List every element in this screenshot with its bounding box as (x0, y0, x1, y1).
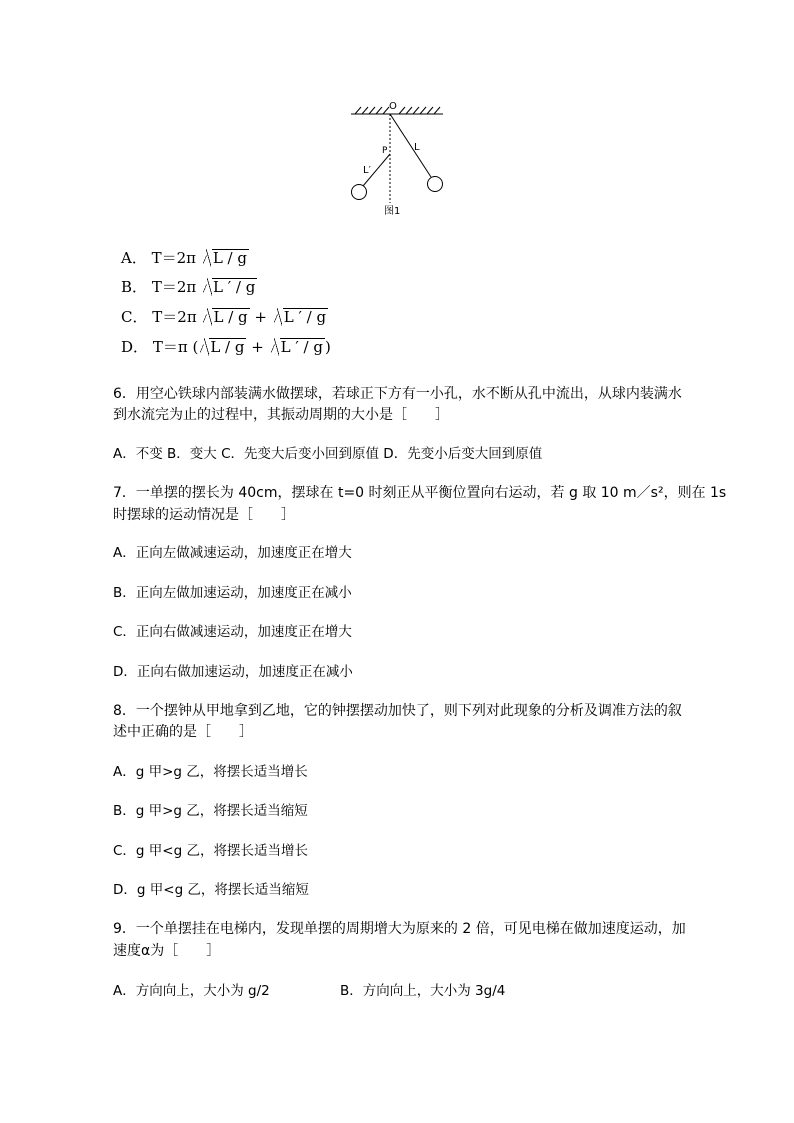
label-P: P (382, 146, 388, 156)
formula-lhs: T＝π (152, 338, 188, 356)
q9-option-a: A．方向向上，大小为 g/2 (113, 983, 270, 999)
option-letter: A． (121, 249, 147, 267)
q8-option-c: C．g 甲<g 乙，将摆长适当增长 (113, 843, 308, 859)
q7-option-a: A．正向左做减速运动，加速度正在增大 (113, 545, 352, 561)
ceiling (351, 107, 443, 114)
q8-line-2: 述中正确的是［ ］ (113, 724, 253, 740)
q9-option-b: B．方向向上，大小为 3g/4 (340, 983, 506, 999)
q8-option-a: A．g 甲>g 乙，将摆长适当增长 (113, 764, 308, 780)
sqrt-term: L ′ / g (203, 276, 257, 298)
close-paren: ) (324, 338, 331, 356)
sqrt-term: L ′ / g (271, 336, 325, 358)
sqrt-term: L ′ / g (274, 306, 328, 328)
q6-line-2: 到水流完为止的过程中，其振动周期的大小是［ ］ (113, 407, 449, 423)
label-O: O (389, 101, 397, 112)
q9-line-1: 9．一个单摆挂在电梯内，发现单摆的周期增大为原来的 2 倍，可见电梯在做加速度运动，加 (113, 921, 686, 937)
plus-sign: + (251, 338, 264, 356)
sqrt-term: L / g (200, 336, 246, 358)
q5-option-a (121, 247, 249, 269)
option-letter: C． (121, 308, 148, 326)
sqrt-term: L / g (203, 247, 249, 269)
plus-sign: + (254, 308, 267, 326)
formula-lhs: T＝2π (151, 278, 197, 296)
q7-option-c: C．正向右做减速运动，加速度正在增大 (113, 624, 352, 640)
long-string (390, 114, 431, 177)
label-Lprime: L′ (363, 165, 371, 176)
formula-lhs: T＝2π (151, 249, 197, 267)
right-bob (428, 177, 443, 192)
q5-option-c (121, 306, 328, 328)
q7-line-1: 7．一单摆的摆长为 40cm，摆球在 t=0 时刻正从平衡位置向右运动，若 g 取 10 m／s²，则在 1s (113, 485, 727, 501)
q9-line-2: 速度α为［ ］ (113, 943, 221, 959)
label-L: L (414, 142, 420, 153)
sqrt-term: L / g (203, 306, 249, 328)
q8-option-d: D．g 甲<g 乙，将摆长适当缩短 (113, 882, 309, 898)
formula-lhs: T＝2π (152, 308, 197, 326)
q5-option-b (121, 276, 257, 298)
q8-option-b: B．g 甲>g 乙，将摆长适当缩短 (113, 803, 308, 819)
q6-line-1: 6．用空心铁球内部装满水做摆球，若球正下方有一小孔，水不断从孔中流出，从球内装满水 (113, 386, 682, 402)
q7-option-d: D．正向右做加速运动，加速度正在减小 (113, 664, 353, 680)
open-paren: ( (192, 338, 199, 356)
pendulum-figure (345, 95, 455, 220)
q7-option-b: B．正向左做加速运动，加速度正在减小 (113, 585, 352, 601)
option-letter: D． (121, 338, 149, 356)
q5-option-d (121, 336, 331, 358)
q6-options: A．不变 B．变大 C．先变大后变小回到原值 D．先变小后变大回到原值 (113, 446, 543, 462)
option-letter: B． (121, 278, 148, 296)
q8-line-1: 8．一个摆钟从甲地拿到乙地，它的钟摆摆动加快了，则下列对此现象的分析及调准方法的叙 (113, 703, 682, 719)
figure-caption: 图1 (384, 206, 401, 217)
q7-line-2: 时摆球的运动情况是［ ］ (113, 507, 295, 523)
left-bob (352, 185, 367, 200)
